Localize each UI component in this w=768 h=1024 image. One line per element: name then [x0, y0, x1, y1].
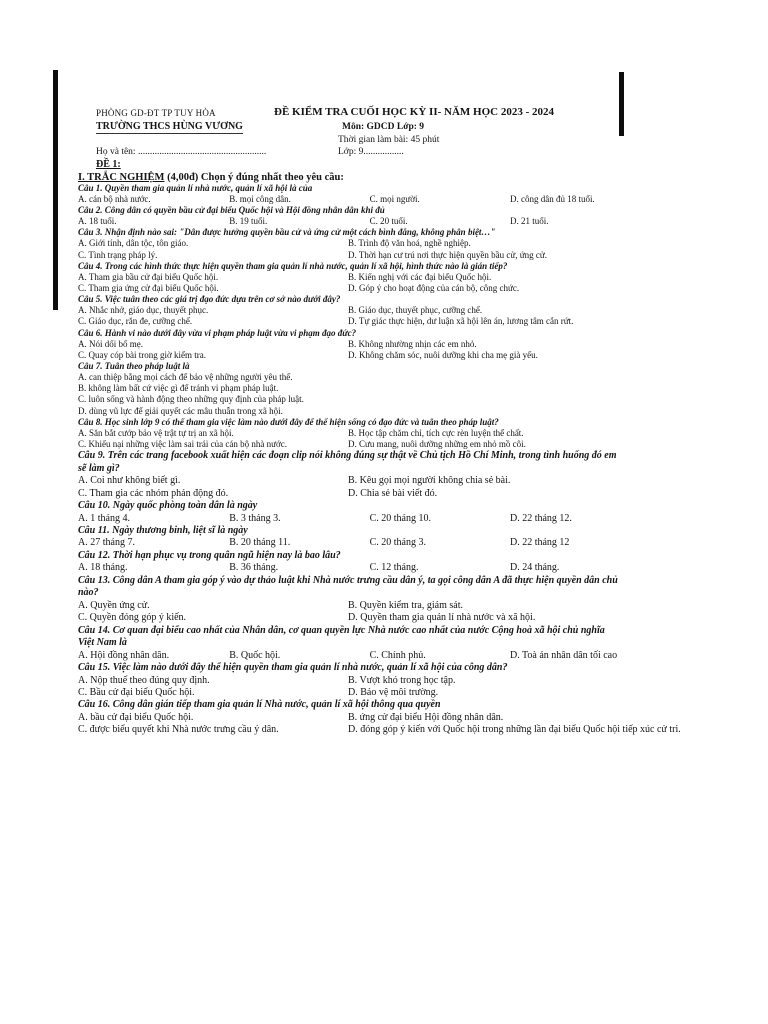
- question-15-option-B: B. Vượt khó trong học tập.: [348, 674, 456, 686]
- question-list: [78, 183, 681, 737]
- question-1-option-C: C. mọi người.: [369, 194, 420, 204]
- question-10-option-A: A. 1 tháng 4.: [78, 512, 130, 524]
- question-11-option-C: C. 20 tháng 3.: [369, 537, 426, 549]
- section-heading: [78, 172, 618, 183]
- question-10-text: Câu 10. Ngày quốc phòng toàn dân là ngày: [78, 500, 258, 512]
- question-11-option-A: A. 27 tháng 7.: [78, 537, 135, 549]
- exam-version: ĐỀ 1:: [96, 159, 121, 170]
- answer-row: [78, 305, 618, 316]
- question-7-option-B: B. không làm bất cứ việc gì để tránh vi phạm pháp luật.: [78, 383, 279, 394]
- answer-row: [78, 488, 618, 500]
- question-12-option-A: A. 18 tháng.: [78, 562, 128, 574]
- question-13-option-D: D. Quyền tham gia quản lí nhà nước và xã hội.: [348, 612, 536, 624]
- question-9-option-A: A. Coi như không biết gì.: [78, 475, 181, 487]
- answer-row: [78, 513, 618, 525]
- question-16-option-C: C. được biểu quyết khi Nhà nước trưng cầu ý dân.: [78, 724, 279, 736]
- question-13-option-B: B. Quyền kiểm tra, giám sát.: [348, 599, 463, 611]
- answer-row: [78, 238, 618, 249]
- question-7-text: Câu 7. Tuân theo pháp luật là: [78, 361, 190, 372]
- answer-row: [78, 194, 618, 205]
- question-16-text: Câu 16. Công dân gián tiếp tham gia quản lí Nhà nước, quản lí xã hội thông qua quyền: [78, 699, 441, 711]
- question-2-option-D: D. 21 tuổi.: [509, 216, 549, 227]
- answer-row: [78, 562, 618, 574]
- question-10-option-C: C. 20 tháng 10.: [369, 512, 431, 524]
- question-1-option-D: D. công dân đủ 18 tuổi.: [509, 194, 595, 204]
- question-16-option-D: D. đóng góp ý kiến với Quốc hội trong những lần đại biểu Quốc hội tiếp xúc cử tri.: [348, 724, 681, 736]
- question-8-text: Câu 8. Học sinh lớp 9 có thể tham gia việc làm nào dưới đây để thể hiện sống có đạo đức và tuân theo pháp luật?: [78, 416, 499, 427]
- question-5-option-C: C. Giáo dục, răn đe, cưỡng chế.: [78, 316, 193, 327]
- question-10-option-D: D. 22 tháng 12.: [509, 512, 572, 524]
- question-7-option-C: C. luôn sống và hành động theo những quy định của pháp luật.: [78, 394, 304, 405]
- exam-header: [78, 108, 618, 168]
- question-6-option-B: B. Không nhường nhịn các em nhỏ.: [348, 338, 477, 349]
- subject-grade: Môn: GDCD Lớp: 9: [342, 122, 425, 132]
- student-class-field: Lớp: 9.................: [338, 147, 404, 157]
- answer-row: [78, 537, 618, 549]
- answer-row: [78, 439, 618, 450]
- answer-row: [78, 687, 618, 699]
- question-14-option-B: B. Quốc hội.: [229, 649, 281, 661]
- question-2-option-A: A. 18 tuổi.: [78, 216, 117, 227]
- question-8-option-B: B. Học tập chăm chỉ, tích cực rèn luyện thể chất.: [348, 427, 524, 438]
- question-4-option-A: A. Tham gia bầu cử đại biểu Quốc hội.: [78, 271, 219, 282]
- question-1-option-B: B. mọi công dân.: [229, 194, 291, 204]
- answer-row: [78, 600, 618, 612]
- question-1-option-A: A. cán bộ nhà nước.: [78, 194, 151, 204]
- answer-row: [78, 372, 618, 383]
- answer-row: [78, 406, 618, 417]
- question-2-option-C: C. 20 tuổi.: [369, 216, 408, 227]
- student-name-field: Họ và tên: ......................................................: [96, 147, 267, 157]
- question-11-option-D: D. 22 tháng 12: [509, 537, 570, 549]
- question-8-option-C: C. Khiếu nại những việc làm sai trái của cán bộ nhà nước.: [78, 439, 287, 450]
- answer-row: [78, 724, 681, 736]
- department-name: PHÒNG GD-ĐT TP TUY HÒA: [96, 108, 216, 118]
- school-name: TRƯỜNG THCS HÙNG VƯƠNG: [96, 121, 243, 132]
- question-15-option-C: C. Bầu cử đại biểu Quốc hội.: [78, 686, 195, 698]
- answer-row: [78, 272, 618, 283]
- question-9-text: Câu 9. Trên các trang facebook xuất hiện các đoạn clip nói không đúng sự thật về Chủ tịch Hồ Chí Minh, trong tình huống đó em sẽ làm gì?: [78, 450, 617, 474]
- question-11-text: Câu 11. Ngày thương binh, liệt sĩ là ngày: [78, 524, 248, 536]
- question-4-option-D: D. Góp ý cho hoạt động của cán bộ, công chức.: [348, 283, 520, 294]
- question-11-option-B: B. 20 tháng 11.: [229, 537, 291, 549]
- section-label: I. TRẮC NGHIỆM: [78, 172, 165, 183]
- question-15-option-D: D. Bảo vệ môi trường.: [348, 686, 439, 698]
- answer-row: [78, 339, 618, 350]
- answer-row: [78, 250, 618, 261]
- question-12-option-D: D. 24 tháng.: [509, 562, 560, 574]
- question-16-option-B: B. ứng cử đại biểu Hội đồng nhân dân.: [348, 711, 504, 723]
- question-4-text: Câu 4. Trong các hình thức thực hiện quyền tham gia quản lí nhà nước, quản lí xã hội, hình thức nào là gián tiếp?: [78, 260, 508, 271]
- question-9-option-C: C. Tham gia các nhóm phản động đó.: [78, 487, 229, 499]
- question-12-option-C: C. 12 tháng.: [369, 562, 419, 574]
- answer-row: [78, 650, 618, 662]
- answer-row: [78, 712, 618, 724]
- question-9-option-D: D. Chia sẻ bài viết đó.: [348, 487, 438, 499]
- question-15-option-A: A. Nộp thuế theo đúng quy định.: [78, 674, 210, 686]
- section-instructions: (4,00đ) Chọn ý đúng nhất theo yêu cầu:: [164, 172, 344, 183]
- question-5-option-D: D. Tự giác thực hiện, dư luận xã hội lên án, lương tâm cắn rứt.: [348, 316, 574, 327]
- question-3-option-C: C. Tình trạng pháp lý.: [78, 249, 158, 260]
- answer-row: [78, 350, 618, 361]
- question-8-option-A: A. Săn bắt cướp bảo vệ trật tự trị an xã hội.: [78, 427, 234, 438]
- question-6-option-A: A. Nói dối bố mẹ.: [78, 338, 143, 349]
- answer-row: [78, 316, 618, 327]
- question-14-option-A: A. Hội đồng nhân dân.: [78, 649, 170, 661]
- question-1-text: Câu 1. Quyền tham gia quản lí nhà nước, quản lí xã hội là của: [78, 183, 313, 193]
- question-5-option-A: A. Nhắc nhở, giáo dục, thuyết phục.: [78, 305, 209, 316]
- question-5-option-B: B. Giáo dục, thuyết phục, cưỡng chế.: [348, 305, 483, 316]
- question-2-text: Câu 2. Công dân có quyền bầu cử đại biểu Quốc hội và Hội đồng nhân dân khi đủ: [78, 205, 385, 216]
- answer-row: [78, 612, 618, 624]
- scan-border-right: [619, 72, 624, 136]
- question-14-option-C: C. Chính phủ.: [369, 649, 426, 661]
- question-2-option-B: B. 19 tuổi.: [229, 216, 268, 227]
- answer-row: [78, 216, 618, 227]
- question-7-option-A: A. can thiệp bằng mọi cách để bảo vệ những người yêu thế.: [78, 372, 293, 383]
- question-14-option-D: D. Toà án nhân dân tối cao: [509, 649, 618, 661]
- question-6-text: Câu 6. Hành vi nào dưới đây vừa vi phạm pháp luật vừa vi phạm đạo đức?: [78, 327, 357, 338]
- question-13-option-C: C. Quyền đóng góp ý kiến.: [78, 612, 187, 624]
- scan-border-left: [53, 70, 58, 310]
- question-10-option-B: B. 3 tháng 3.: [229, 512, 281, 524]
- answer-row: [78, 428, 618, 439]
- question-8-option-D: D. Cưu mang, nuôi dưỡng những em nhỏ mồ côi.: [348, 439, 526, 450]
- question-6-option-D: D. Không chăm sóc, nuôi dưỡng khi cha mẹ già yếu.: [348, 349, 538, 360]
- question-4-option-C: C. Tham gia ứng cử đại biểu Quốc hội.: [78, 283, 219, 294]
- answer-row: [78, 283, 618, 294]
- question-12-text: Câu 12. Thời hạn phục vụ trong quân ngũ hiện nay là bao lâu?: [78, 549, 341, 561]
- question-15-text: Câu 15. Việc làm nào dưới đây thể hiện quyền tham gia quản lí nhà nước, quản lí xã hội của công dân?: [78, 662, 508, 673]
- question-3-option-B: B. Trình độ văn hoá, nghề nghiệp.: [348, 238, 471, 249]
- question-5-text: Câu 5. Việc tuân theo các giá trị đạo đức dựa trên cơ sở nào dưới đây?: [78, 294, 341, 305]
- question-7-option-D: D. dùng vũ lực để giải quyết các mâu thuẫn trong xã hội.: [78, 405, 283, 416]
- question-3-option-D: D. Thời hạn cư trú nơi thực hiện quyền bầu cử, ứng cử.: [348, 249, 547, 260]
- answer-row: [78, 675, 618, 687]
- answer-row: [78, 394, 618, 405]
- question-3-text: Câu 3. Nhận định nào sai: "Dân được hưởng quyền bầu cử và ứng cử một cách bình đẳng, không phân biệt…": [78, 227, 496, 238]
- exam-page: [78, 106, 681, 737]
- question-13-text: Câu 13. Công dân A tham gia góp ý vào dự thảo luật khi Nhà nước trưng cầu dân ý, ta gọi công dân A đã thực hiện quyền dân chủ nào?: [78, 574, 618, 599]
- answer-row: [78, 475, 618, 487]
- question-4-option-B: B. Kiến nghị với các đại biểu Quốc hội.: [348, 271, 492, 282]
- exam-title: ĐỀ KIỂM TRA CUỐI HỌC KỲ II- NĂM HỌC 2023 - 2024: [274, 106, 555, 118]
- question-12-option-B: B. 36 tháng.: [229, 562, 279, 574]
- exam-duration: Thời gian làm bài: 45 phút: [338, 135, 440, 145]
- answer-row: [78, 383, 618, 394]
- question-9-option-B: B. Kêu gọi mọi người không chia sẻ bài.: [348, 475, 511, 487]
- question-13-option-A: A. Quyền ứng cử.: [78, 599, 150, 611]
- question-3-option-A: A. Giới tính, dân tộc, tôn giáo.: [78, 238, 189, 249]
- question-6-option-C: C. Quay cóp bài trong giờ kiểm tra.: [78, 349, 206, 360]
- question-16-option-A: A. bầu cử đại biểu Quốc hội.: [78, 711, 194, 723]
- question-14-text: Câu 14. Cơ quan đại biểu cao nhất của Nhân dân, cơ quan quyền lực Nhà nước cao nhất của nước Cộng hoà xã hội chủ nghĩa Việt Nam là: [78, 624, 605, 649]
